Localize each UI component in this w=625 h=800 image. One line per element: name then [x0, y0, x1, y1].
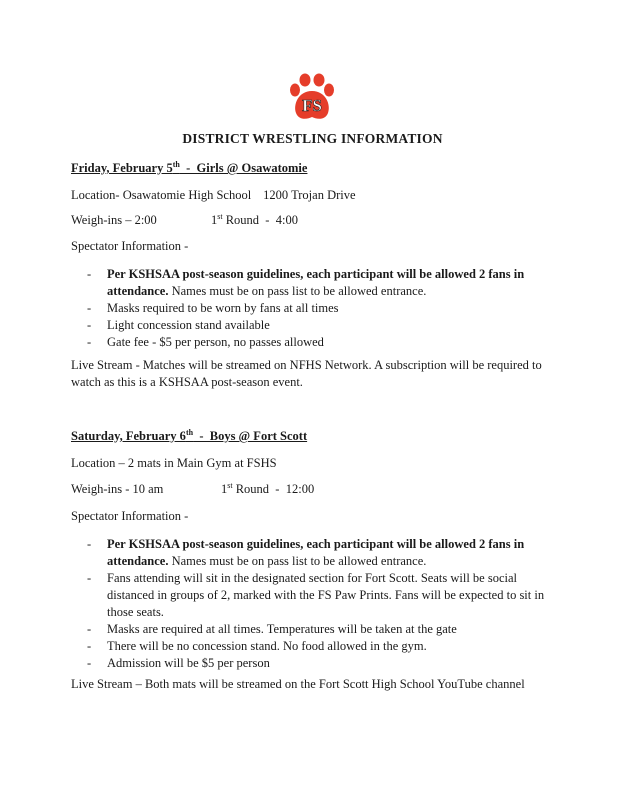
fs-paw-print-icon	[286, 72, 338, 124]
list-item: - Masks required to be worn by fans at all times	[87, 300, 567, 317]
saturday-spectator-heading: Spectator Information -	[71, 509, 189, 523]
list-item: - Gate fee - $5 per person, no passes allowed	[87, 334, 567, 351]
list-item: - Fans attending will sit in the designated section for Fort Scott. Seats will be social distanced in groups of 2, marked with the FS Paw Prints. Fans will be expected to sit in those seats.	[87, 570, 567, 621]
list-item: - Per KSHSAA post-season guidelines, each participant will be allowed 2 fans in attendance. Names must be on pass list to be allowed entrance.	[87, 266, 567, 300]
saturday-livestream: Live Stream – Both mats will be streamed on the Fort Scott High School YouTube channel	[71, 677, 525, 691]
friday-spectator-heading: Spectator Information -	[71, 239, 189, 253]
svg-text:FS: FS	[302, 96, 322, 115]
saturday-heading: Saturday, February 6th - Boys @ Fort Scott	[71, 428, 308, 443]
list-item: - Per KSHSAA post-season guidelines, each participant will be allowed 2 fans in attendance. Names must be on pass list to be allowed entrance.	[87, 536, 567, 570]
list-item: - Light concession stand available	[87, 317, 567, 334]
list-item: - There will be no concession stand. No food allowed in the gym.	[87, 638, 567, 655]
list-item: - Admission will be $5 per person	[87, 655, 567, 672]
saturday-schedule: Weigh-ins - 10 am 1st Round - 12:00	[71, 481, 315, 496]
friday-heading: Friday, February 5th - Girls @ Osawatomie	[71, 160, 308, 175]
saturday-spectator-list	[87, 536, 567, 672]
friday-schedule: Weigh-ins – 2:00 1st Round - 4:00	[71, 212, 298, 227]
list-item: - Masks are required at all times. Temperatures will be taken at the gate	[87, 621, 567, 638]
friday-spectator-list	[87, 266, 567, 351]
page-title: DISTRICT WRESTLING INFORMATION	[182, 131, 443, 146]
friday-livestream: Live Stream - Matches will be streamed on NFHS Network. A subscription will be required to watch as this is a KSHSAA post-season event.	[71, 358, 542, 389]
saturday-location: Location – 2 mats in Main Gym at FSHS	[71, 456, 277, 470]
friday-location: Location- Osawatomie High School 1200 Trojan Drive	[71, 188, 356, 202]
